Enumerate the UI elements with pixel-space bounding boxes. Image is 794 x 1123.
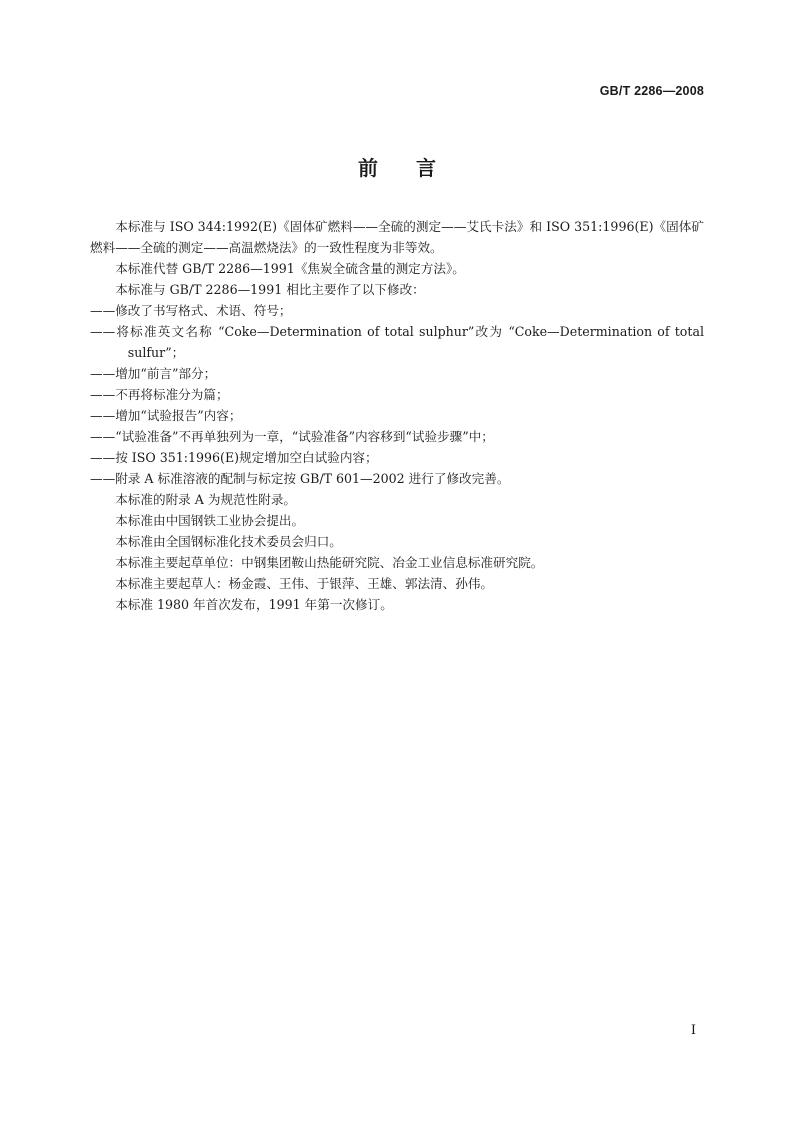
paragraph-proposer: 本标准由中国钢铁工业协会提出。 — [115, 513, 305, 528]
foreword-body — [90, 216, 704, 615]
page-number: I — [690, 1023, 696, 1038]
paragraph-replaces: 本标准代替 GB/T 2286—1991《焦炭全硫含量的测定方法》。 — [115, 261, 465, 276]
paragraph-history: 本标准 1980 年首次发布，1991 年第一次修订。 — [115, 597, 393, 612]
standard-code: GB/T 2286—2008 — [599, 84, 704, 98]
list-item: ——增加“试验报告”内容； — [90, 408, 242, 423]
paragraph-drafters: 本标准主要起草人：杨金霞、王伟、于银萍、王雄、郭法清、孙伟。 — [115, 576, 493, 591]
paragraph-committee: 本标准由全国钢标准化技术委员会归口。 — [115, 534, 342, 549]
paragraph-consistency: 本标准与 ISO 344:1992(E)《固体矿燃料——全硫的测定——艾氏卡法》和 ISO 351:1996(E)《固体矿燃料——全硫的测定——高温燃烧法》的一致性程度为非等效。 — [90, 219, 704, 255]
paragraph-changes-intro: 本标准与 GB/T 2286—1991 相比主要作了以下修改： — [115, 282, 425, 297]
list-item: ——按 ISO 351:1996(E)规定增加空白试验内容； — [90, 450, 378, 465]
list-item: ——“试验准备”不再单独列为一章，“试验准备”内容移到“试验步骤”中； — [90, 429, 494, 444]
page-title: 前言 — [358, 156, 474, 180]
list-item: ——增加“前言”部分； — [90, 366, 217, 381]
changes-list — [90, 300, 704, 489]
list-item: ——将标准英文名称 “Coke—Determination of total sulphur”改为 “Coke—Determination of total sulfur”； — [90, 324, 704, 360]
paragraph-drafting-units: 本标准主要起草单位：中钢集团鞍山热能研究院、冶金工业信息标准研究院。 — [115, 555, 544, 570]
list-item: ——修改了书写格式、术语、符号； — [90, 303, 292, 318]
paragraph-appendix: 本标准的附录 A 为规范性附录。 — [115, 492, 297, 507]
list-item: ——不再将标准分为篇； — [90, 387, 229, 402]
list-item: ——附录 A 标准溶液的配制与标定按 GB/T 601—2002 进行了修改完善。 — [90, 471, 510, 486]
